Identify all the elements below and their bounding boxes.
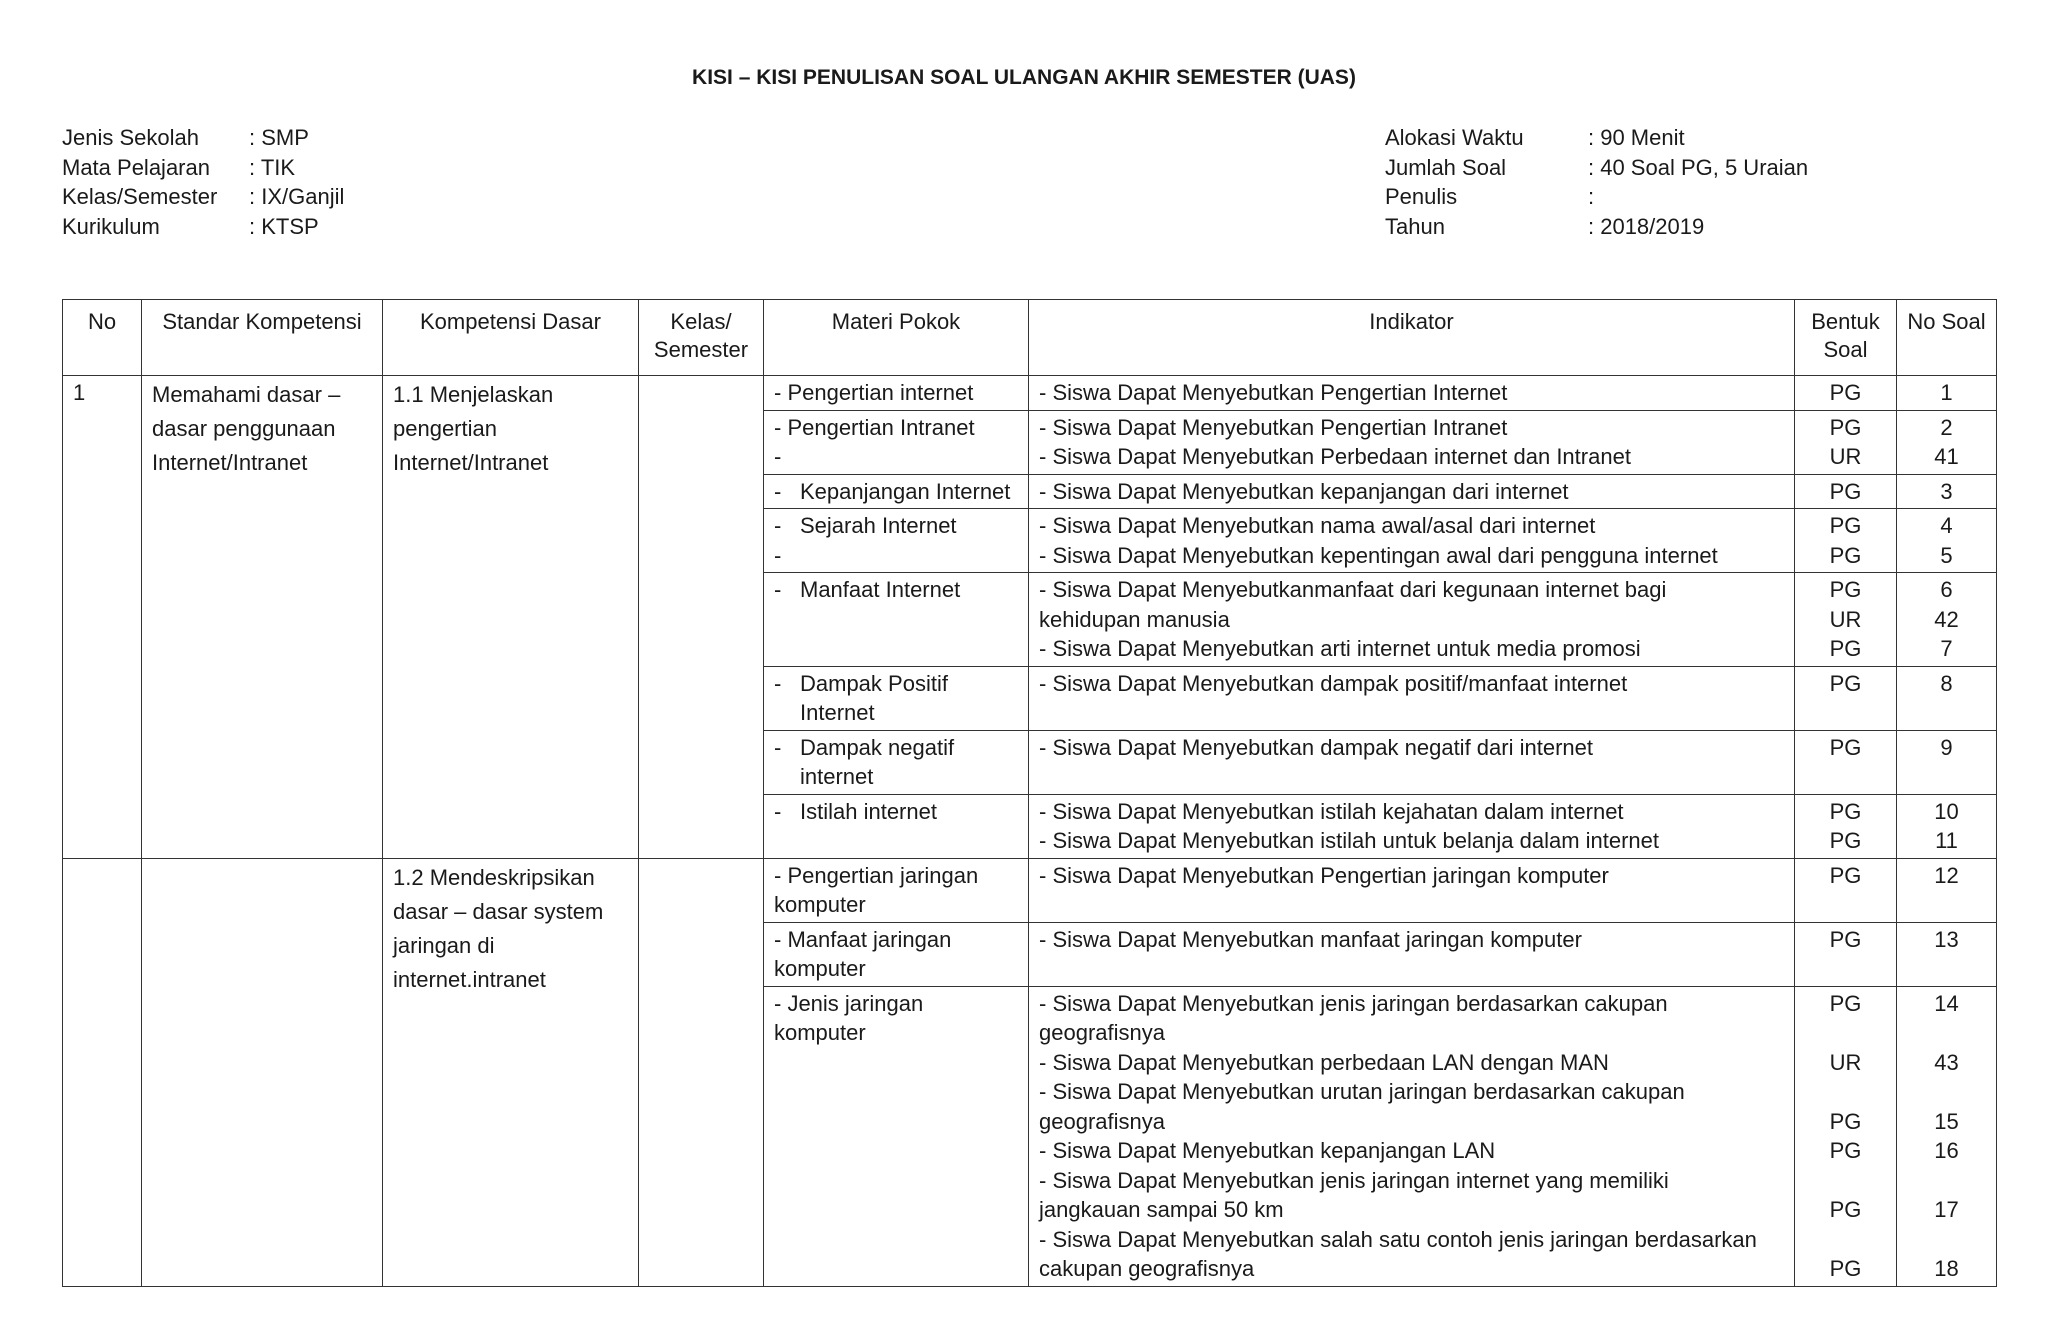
materi-line: komputer: [774, 892, 866, 917]
kd-line: internet.intranet: [393, 966, 546, 992]
header-bentuk-soal: [1795, 300, 1897, 376]
bentuk-value: PG: [1829, 478, 1862, 504]
info-row: [62, 123, 344, 153]
info-row: [1385, 153, 1808, 183]
cell-nosoal: [1897, 410, 1997, 474]
header-no: No: [63, 300, 142, 376]
cell-materi: [764, 730, 1029, 794]
cell-materi: [764, 509, 1029, 573]
bentuk-value: [1805, 1077, 1886, 1107]
materi-line: -: [774, 542, 782, 568]
bentuk-value: PG: [1829, 577, 1862, 602]
indikator-line: - Siswa Dapat Menyebutkan urutan jaringan berdasarkan cakupan: [1039, 1079, 1685, 1104]
cell-bentuk: [1795, 376, 1897, 411]
cell-materi: - Pengertian internet: [764, 376, 1029, 411]
cell-nosoal: [1897, 509, 1997, 573]
sk-line: Memahami dasar –: [152, 382, 341, 407]
kd-line: 1.2 Mendeskripsikan: [393, 864, 595, 890]
indikator-line: - Siswa Dapat Menyebutkan kepentingan awal dari pengguna internet: [1039, 542, 1718, 568]
cell-kelas-semester: [639, 858, 764, 1286]
info-row: [1385, 212, 1808, 242]
nosoal-value: 5: [1940, 542, 1953, 568]
materi-line: -: [774, 444, 782, 469]
bentuk-value: PG: [1829, 670, 1862, 696]
cell-materi: [764, 573, 1029, 667]
indikator-line: - Siswa Dapat Menyebutkan jenis jaringan internet yang memiliki: [1039, 1167, 1669, 1193]
nosoal-value: [1907, 1225, 1986, 1255]
indikator-line: - Siswa Dapat Menyebutkan istilah kejahatan dalam internet: [1039, 798, 1624, 824]
cell-materi: [764, 986, 1029, 1286]
materi-text: Manfaat Internet: [800, 577, 961, 602]
materi-dash: -: [774, 478, 782, 504]
nosoal-value: [1907, 1077, 1986, 1107]
info-value: : 40 Soal PG, 5 Uraian: [1588, 154, 1809, 180]
header-bentuk-line2: Soal: [1823, 337, 1868, 362]
cell-kelas-semester: [639, 376, 764, 859]
indikator-line: - Siswa Dapat Menyebutkan salah satu contoh jenis jaringan berdasarkan: [1039, 1226, 1757, 1252]
cell-kompetensi-dasar: [383, 858, 639, 1286]
materi-line: - Pengertian jaringan: [774, 862, 979, 888]
info-value: : KTSP: [249, 213, 319, 239]
bentuk-value: PG: [1829, 1108, 1862, 1134]
cell-materi: [764, 666, 1029, 730]
bentuk-value: UR: [1829, 606, 1862, 632]
bentuk-value: PG: [1829, 513, 1862, 538]
nosoal-value: [1907, 1166, 1986, 1196]
indikator-line: - Siswa Dapat Menyebutkan kepanjangan LAN: [1039, 1138, 1496, 1163]
cell-indikator: [1029, 509, 1795, 573]
cell-indikator: [1029, 922, 1795, 986]
cell-nosoal: [1897, 922, 1997, 986]
materi-line: - Manfaat jaringan: [774, 926, 952, 952]
nosoal-value: 12: [1934, 862, 1959, 888]
indikator-line: - Siswa Dapat Menyebutkan nama awal/asal dari internet: [1039, 513, 1596, 538]
nosoal-value: 42: [1934, 606, 1959, 632]
nosoal-value: 18: [1934, 1256, 1959, 1281]
info-row: [62, 212, 344, 242]
header-standar-kompetensi: Standar Kompetensi: [142, 300, 383, 376]
indikator-line: geografisnya: [1039, 1108, 1165, 1134]
info-left: [62, 123, 344, 241]
nosoal-value: 3: [1940, 478, 1953, 504]
indikator-line: - Siswa Dapat Menyebutkan arti internet untuk media promosi: [1039, 636, 1641, 661]
kd-line: jaringan di: [393, 932, 495, 958]
nosoal-value: 1: [1940, 380, 1953, 405]
cell-standar-kompetensi: [142, 858, 383, 1286]
cell-indikator: [1029, 730, 1795, 794]
info-row: [62, 153, 344, 183]
bentuk-value: PG: [1829, 636, 1862, 661]
indikator-line: - Siswa Dapat Menyebutkan perbedaan LAN dengan MAN: [1039, 1049, 1609, 1075]
cell-materi: [764, 474, 1029, 509]
materi-dash: -: [774, 577, 782, 602]
bentuk-value: PG: [1829, 380, 1862, 405]
kd-line: Internet/Intranet: [393, 450, 549, 475]
cell-bentuk: [1795, 509, 1897, 573]
cell-indikator: [1029, 573, 1795, 667]
materi-line: komputer: [774, 956, 866, 981]
info-value: : 2018/2019: [1588, 213, 1705, 239]
bentuk-value: PG: [1829, 828, 1862, 853]
materi-text: Kepanjangan Internet: [800, 478, 1011, 504]
bentuk-value: UR: [1829, 444, 1862, 469]
cell-bentuk: [1795, 922, 1897, 986]
info-row: [62, 182, 344, 212]
bentuk-value: PG: [1829, 1197, 1862, 1222]
nosoal-value: 2: [1940, 414, 1953, 440]
cell-nosoal: [1897, 474, 1997, 509]
materi-item: [774, 477, 1018, 507]
indikator-line: - Siswa Dapat Menyebutkan Pengertian jaringan komputer: [1039, 862, 1609, 888]
nosoal-value: 9: [1940, 734, 1953, 760]
cell-materi: [764, 922, 1029, 986]
info-row: [1385, 123, 1808, 153]
cell-indikator: [1029, 410, 1795, 474]
indikator-line: jangkauan sampai 50 km: [1039, 1197, 1284, 1222]
cell-indikator: [1029, 986, 1795, 1286]
cell-nosoal: [1897, 573, 1997, 667]
materi-item: [774, 575, 1018, 605]
table-row: [63, 376, 1997, 411]
nosoal-value: 43: [1934, 1049, 1959, 1075]
info-value: : IX/Ganjil: [249, 184, 345, 209]
bentuk-value: PG: [1829, 926, 1862, 952]
kisi-table: [62, 299, 1997, 1287]
cell-kompetensi-dasar: [383, 376, 639, 859]
info-label: Kurikulum: [62, 213, 160, 239]
header-kelas-line1: Kelas/: [670, 309, 732, 334]
indikator-line: - Siswa Dapat Menyebutkan manfaat jaringan komputer: [1039, 926, 1582, 952]
materi-line: - Jenis jaringan: [774, 990, 924, 1016]
bentuk-value: PG: [1829, 734, 1862, 760]
cell-bentuk: [1795, 410, 1897, 474]
kd-line: pengertian: [393, 416, 497, 441]
info-label: Tahun: [1385, 213, 1445, 239]
nosoal-value: 16: [1934, 1138, 1959, 1163]
header-indikator: Indikator: [1029, 300, 1795, 376]
cell-bentuk: [1795, 858, 1897, 922]
bentuk-value: PG: [1829, 414, 1862, 440]
nosoal-value: 8: [1940, 670, 1953, 696]
kd-line: dasar – dasar system: [393, 898, 604, 924]
materi-item: [774, 733, 1018, 792]
nosoal-value: 13: [1934, 926, 1959, 952]
cell-nosoal: [1897, 794, 1997, 858]
table-header-row: [63, 300, 1997, 376]
bentuk-value: PG: [1829, 1256, 1862, 1281]
cell-indikator: [1029, 376, 1795, 411]
indikator-line: - Siswa Dapat Menyebutkan Perbedaan internet dan Intranet: [1039, 444, 1631, 469]
indikator-line: - Siswa Dapat Menyebutkanmanfaat dari kegunaan internet bagi: [1039, 577, 1667, 602]
indikator-line: - Siswa Dapat Menyebutkan Pengertian Internet: [1039, 380, 1508, 405]
materi-item: [774, 797, 1018, 827]
nosoal-value: 10: [1934, 798, 1959, 824]
bentuk-value: [1805, 1166, 1886, 1196]
nosoal-value: [1907, 1018, 1986, 1048]
indikator-line: - Siswa Dapat Menyebutkan kepanjangan dari internet: [1039, 478, 1569, 504]
materi-dash: -: [774, 513, 782, 538]
header-no-soal: No Soal: [1897, 300, 1997, 376]
cell-indikator: [1029, 794, 1795, 858]
cell-indikator: [1029, 858, 1795, 922]
indikator-line: - Siswa Dapat Menyebutkan dampak negatif dari internet: [1039, 734, 1593, 760]
cell-nosoal: [1897, 666, 1997, 730]
header-materi-pokok: Materi Pokok: [764, 300, 1029, 376]
cell-indikator: [1029, 474, 1795, 509]
indikator-line: geografisnya: [1039, 1020, 1165, 1045]
cell-no: [63, 858, 142, 1286]
table-row: [63, 858, 1997, 922]
header-kompetensi-dasar: Kompetensi Dasar: [383, 300, 639, 376]
cell-nosoal: [1897, 986, 1997, 1286]
info-row: [1385, 182, 1808, 212]
cell-indikator: [1029, 666, 1795, 730]
materi-item: [774, 511, 1018, 541]
bentuk-value: PG: [1829, 862, 1862, 888]
nosoal-value: 11: [1935, 828, 1958, 853]
nosoal-value: 4: [1940, 513, 1953, 538]
cell-nosoal: [1897, 376, 1997, 411]
cell-materi: [764, 794, 1029, 858]
materi-dash: -: [774, 670, 782, 696]
cell-bentuk: [1795, 666, 1897, 730]
materi-text: Istilah internet: [800, 798, 937, 824]
cell-materi: [764, 410, 1029, 474]
info-label: Jumlah Soal: [1385, 154, 1507, 180]
cell-materi: [764, 858, 1029, 922]
bentuk-value: PG: [1829, 990, 1862, 1016]
info-value: : TIK: [249, 154, 296, 180]
cell-bentuk: [1795, 474, 1897, 509]
document-title: KISI – KISI PENULISAN SOAL ULANGAN AKHIR SEMESTER (UAS): [692, 66, 1356, 89]
bentuk-value: UR: [1829, 1049, 1862, 1075]
info-value: : SMP: [249, 125, 309, 150]
materi-dash: -: [774, 734, 782, 760]
sk-line: dasar penggunaan: [152, 416, 336, 441]
materi-item: [774, 669, 1018, 728]
info-value: : 90 Menit: [1588, 125, 1685, 150]
info-label: Mata Pelajaran: [62, 154, 210, 180]
cell-bentuk: [1795, 794, 1897, 858]
info-value: :: [1588, 184, 1595, 209]
cell-nosoal: [1897, 858, 1997, 922]
bentuk-value: [1805, 1018, 1886, 1048]
info-right: [1385, 123, 1808, 241]
bentuk-value: [1805, 1225, 1886, 1255]
cell-bentuk: [1795, 730, 1897, 794]
kd-line: 1.1 Menjelaskan: [393, 382, 554, 407]
nosoal-value: 14: [1934, 990, 1959, 1016]
indikator-line: cakupan geografisnya: [1039, 1256, 1255, 1281]
materi-text: Sejarah Internet: [800, 513, 957, 538]
bentuk-value: PG: [1829, 798, 1862, 824]
indikator-line: - Siswa Dapat Menyebutkan dampak positif/manfaat internet: [1039, 670, 1628, 696]
info-label: Jenis Sekolah: [62, 125, 199, 150]
header-bentuk-line1: Bentuk: [1811, 309, 1880, 334]
nosoal-value: 15: [1934, 1108, 1959, 1134]
nosoal-value: 6: [1940, 577, 1953, 602]
indikator-line: - Siswa Dapat Menyebutkan Pengertian Intranet: [1039, 414, 1508, 440]
materi-text: Dampak Positif Internet: [800, 670, 948, 725]
indikator-line: - Siswa Dapat Menyebutkan istilah untuk belanja dalam internet: [1039, 828, 1660, 853]
nosoal-value: 17: [1934, 1197, 1959, 1222]
materi-line: komputer: [774, 1020, 866, 1045]
info-label: Alokasi Waktu: [1385, 125, 1524, 150]
cell-nosoal: [1897, 730, 1997, 794]
indikator-line: kehidupan manusia: [1039, 606, 1230, 632]
materi-text: Dampak negatif internet: [800, 734, 955, 789]
materi-line: - Pengertian Intranet: [774, 414, 975, 440]
bentuk-value: PG: [1829, 1138, 1862, 1163]
sk-line: Internet/Intranet: [152, 450, 308, 475]
header-kelas-semester: [639, 300, 764, 376]
materi-dash: -: [774, 798, 782, 824]
info-label: Kelas/Semester: [62, 184, 218, 209]
nosoal-value: 41: [1934, 444, 1959, 469]
nosoal-value: 7: [1940, 636, 1953, 661]
cell-no: 1: [63, 376, 142, 859]
info-label: Penulis: [1385, 184, 1458, 209]
indikator-line: - Siswa Dapat Menyebutkan jenis jaringan berdasarkan cakupan: [1039, 990, 1668, 1016]
cell-bentuk: [1795, 573, 1897, 667]
cell-standar-kompetensi: [142, 376, 383, 859]
cell-bentuk: [1795, 986, 1897, 1286]
header-kelas-line2: Semester: [653, 337, 749, 362]
bentuk-value: PG: [1829, 542, 1862, 568]
